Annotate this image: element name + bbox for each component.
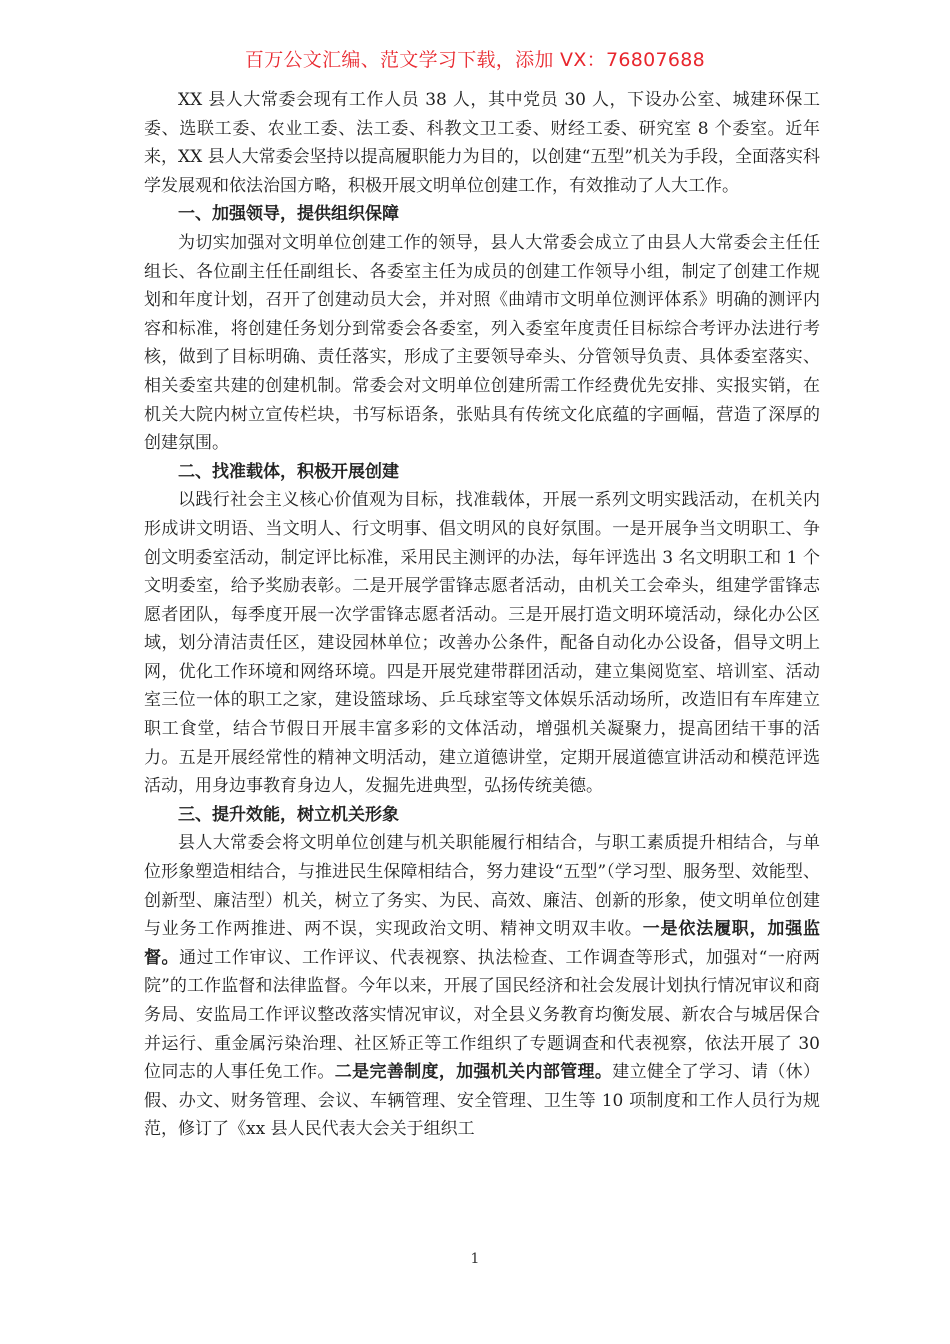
section-3-bold-point-2: 二是完善制度，加强机关内部管理。 bbox=[334, 1062, 613, 1083]
section-1-heading: 一、加强领导，提供组织保障 bbox=[178, 204, 399, 225]
section-3-text-part2: 通过工作审议、工作评议、代表视察、执法检查、工作调查等形式，加强对“一府两院”的工作监督和法律监督。今年以来，开展了国民经济和社会发展计划执行情况审议和商务局、安监局工作评议整改落实情况审议，对全县义务教育均衡发展、新农合与城居保合并运行、重金属污染治理、社区矫正等工作组织了专题调查和代表视察，依法开展了 30 位同志的人事任免工作。 bbox=[144, 947, 820, 1083]
page-number: 1 bbox=[470, 1251, 480, 1267]
section-3-text-part3: 建立健全了学习、请（休）假、办文、财务管理、会议、车辆管理、安全管理、卫生等 10 项制度和工作人员行为规范，修订了《xx 县人民代表大会关于组织工 bbox=[144, 1062, 821, 1140]
section-3-paragraph bbox=[144, 829, 820, 1144]
section-3-text-part1: 县人大常委会将文明单位创建与机关职能履行相结合，与职工素质提升相结合，与单位形象塑造相结合，与推进民生保障相结合，努力建设“五型”（学习型、服务型、效能型、创新型、廉洁型）机关，树立了务实、为民、高效、廉洁、创新的形象，使文明单位创建与业务工作两推进、两不误，实现政治文明、精神文明双丰收。 bbox=[144, 833, 820, 940]
section-2-heading: 二、找准载体，积极开展创建 bbox=[178, 461, 399, 482]
section-2-paragraph: 以践行社会主义核心价值观为目标，找准载体，开展一系列文明实践活动，在机关内形成讲文明语、当文明人、行文明事、倡文明风的良好氛围。一是开展争当文明职工、争创文明委室活动，制定评比标准，采用民主测评的办法，每年评选出 3 名文明职工和 1 个文明委室，给予奖励表彰。二是开展学雷锋志愿者活动，由机关工会牵头，组建学雷锋志愿者团队，每季度开展一次学雷锋志愿者活动。三是开展打造文明环境活动，绿化办公区域，划分清洁责任区，建设园林单位；改善办公条件，配备自动化办公设备，倡导文明上网，优化工作环境和网络环境。四是开展党建带群团活动，建立集阅览室、培训室、活动室三位一体的职工之家，建设篮球场、乒乓球室等文体娱乐活动场所，改造旧有车库建立职工食堂，结合节假日开展丰富多彩的文体活动，增强机关凝聚力，提高团结干事的活力。五是开展经常性的精神文明活动，建立道德讲堂，定期开展道德宣讲活动和模范评选活动，用身边事教育身边人，发掘先进典型，弘扬传统美德。 bbox=[144, 490, 820, 797]
section-3-heading: 三、提升效能，树立机关形象 bbox=[178, 804, 399, 825]
section-3-bold-point-1: 一是依法履职，加强监督。 bbox=[144, 919, 821, 968]
promo-banner: 百万公文汇编、范文学习下载，添加 VX：76807688 bbox=[244, 49, 706, 71]
intro-paragraph: XX 县人大常委会现有工作人员 38 人，其中党员 30 人，下设办公室、城建环保工委、选联工委、农业工委、法工委、科教文卫工委、财经工委、研究室 8 个委室。近年来，XX 县人大常委会坚持以提高履职能力为目的，以创建“五型”机关为手段，全面落实科学发展观和依法治国方略，积极开展文明单位创建工作，有效推动了人大工作。 bbox=[144, 90, 820, 196]
document-body bbox=[144, 86, 820, 1144]
section-1-paragraph: 为切实加强对文明单位创建工作的领导，县人大常委会成立了由县人大常委会主任任组长、各位副主任任副组长、各委室主任为成员的创建工作领导小组，制定了创建工作规划和年度计划，召开了创建动员大会，并对照《曲靖市文明单位测评体系》明确的测评内容和标准，将创建任务划分到常委会各委室，列入委室年度责任目标综合考评办法进行考核，做到了目标明确、责任落实，形成了主要领导牵头、分管领导负责、具体委室落实、相关委室共建的创建机制。常委会对文明单位创建所需工作经费优先安排、实报实销，在机关大院内树立宣传栏块，书写标语条，张贴具有传统文化底蕴的字画幅，营造了深厚的创建氛围。 bbox=[144, 232, 820, 454]
